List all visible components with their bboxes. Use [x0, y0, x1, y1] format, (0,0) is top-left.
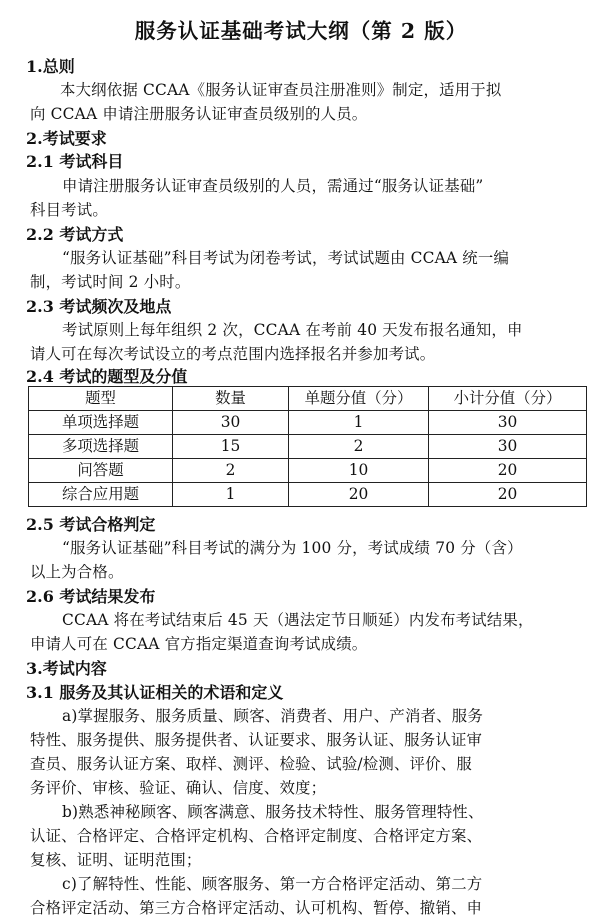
paragraph-line: CCAA 将在考试结束后 45 天（遇法定节日顺延）内发布考试结果，: [62, 611, 534, 629]
paragraph-line: b)熟悉神秘顾客、顾客满意、服务技术特性、服务管理特性、: [62, 803, 484, 821]
section-1-heading: 1.总则: [26, 57, 75, 76]
table-row: [29, 459, 587, 483]
paragraph-line: 申请人可在 CCAA 官方指定渠道查询考试成绩。: [30, 635, 368, 653]
paragraph-line: 务评价、审核、验证、确认、信度、效度；: [30, 779, 327, 797]
table-cell: 综合应用题: [29, 483, 173, 507]
paragraph-line: “服务认证基础”科目考试为闭卷考试，考试试题由 CCAA 统一编: [62, 249, 510, 267]
paragraph-line: 考试原则上每年组织 2 次，CCAA 在考前 40 天发布报名通知，申: [62, 321, 523, 339]
table-row: [29, 435, 587, 459]
section-3-heading: 3.考试内容: [26, 659, 107, 678]
document-title: 服务认证基础考试大纲（第 2 版）: [134, 19, 468, 43]
paragraph-line: 制，考试时间 2 小时。: [30, 273, 191, 291]
table-cell: 20: [429, 459, 587, 483]
table-cell: 2: [289, 435, 429, 459]
section-2-5-heading: 2.5 考试合格判定: [26, 515, 156, 534]
table-header-row: [29, 387, 587, 411]
paragraph-line: 申请注册服务认证审查员级别的人员，需通过“服务认证基础”: [62, 177, 484, 195]
paragraph-line: c)了解特性、性能、顾客服务、第一方合格评定活动、第二方: [62, 875, 483, 893]
table-cell: 多项选择题: [29, 435, 173, 459]
paragraph-line: 查员、服务认证方案、取样、测评、检验、试验/检测、评价、服: [30, 755, 472, 773]
paragraph-line: 科目考试。: [30, 201, 108, 219]
table-row: [29, 411, 587, 435]
section-2-3-heading: 2.3 考试频次及地点: [26, 297, 172, 316]
table-cell: 10: [289, 459, 429, 483]
paragraph-line: “服务认证基础”科目考试的满分为 100 分，考试成绩 70 分（含）: [62, 539, 523, 557]
table-cell: 问答题: [29, 459, 173, 483]
table-cell: 30: [173, 411, 289, 435]
paragraph-line: 特性、服务提供、服务提供者、认证要求、服务认证、服务认证审: [30, 731, 483, 749]
table-cell: 1: [173, 483, 289, 507]
table-row: [29, 483, 587, 507]
table-cell: 30: [429, 411, 587, 435]
table-cell: 20: [289, 483, 429, 507]
paragraph-line: 认证、合格评定、合格评定机构、合格评定制度、合格评定方案、: [30, 827, 483, 845]
table-header-cell: 题型: [29, 387, 173, 411]
paragraph-line: 本大纲依据 CCAA《服务认证审查员注册准则》制定，适用于拟: [60, 81, 502, 99]
section-2-heading: 2.考试要求: [26, 129, 107, 148]
table-cell: 2: [173, 459, 289, 483]
paragraph-line: 以上为合格。: [30, 563, 124, 581]
section-3-1-heading: 3.1 服务及其认证相关的术语和定义: [26, 683, 284, 702]
table-header-cell: 数量: [173, 387, 289, 411]
table-cell: 1: [289, 411, 429, 435]
paragraph-line: 向 CCAA 申请注册服务认证审查员级别的人员。: [30, 105, 368, 123]
table-cell: 单项选择题: [29, 411, 173, 435]
score-table: [28, 386, 587, 507]
paragraph-line: a)掌握服务、服务质量、顾客、消费者、用户、产消者、服务: [62, 707, 483, 725]
section-2-1-heading: 2.1 考试科目: [26, 152, 124, 171]
table-header-cell: 小计分值（分）: [429, 387, 587, 411]
section-2-4-heading: 2.4 考试的题型及分值: [26, 367, 188, 386]
table-header-cell: 单题分值（分）: [289, 387, 429, 411]
paragraph-line: 请人可在每次考试设立的考点范围内选择报名并参加考试。: [30, 345, 436, 363]
section-2-6-heading: 2.6 考试结果发布: [26, 587, 156, 606]
table-cell: 15: [173, 435, 289, 459]
paragraph-line: 复核、证明、证明范围；: [30, 851, 202, 869]
paragraph-line: 合格评定活动、第三方合格评定活动、认可机构、暂停、撤销、申: [30, 899, 483, 917]
table-cell: 20: [429, 483, 587, 507]
section-2-2-heading: 2.2 考试方式: [26, 225, 124, 244]
table-cell: 30: [429, 435, 587, 459]
